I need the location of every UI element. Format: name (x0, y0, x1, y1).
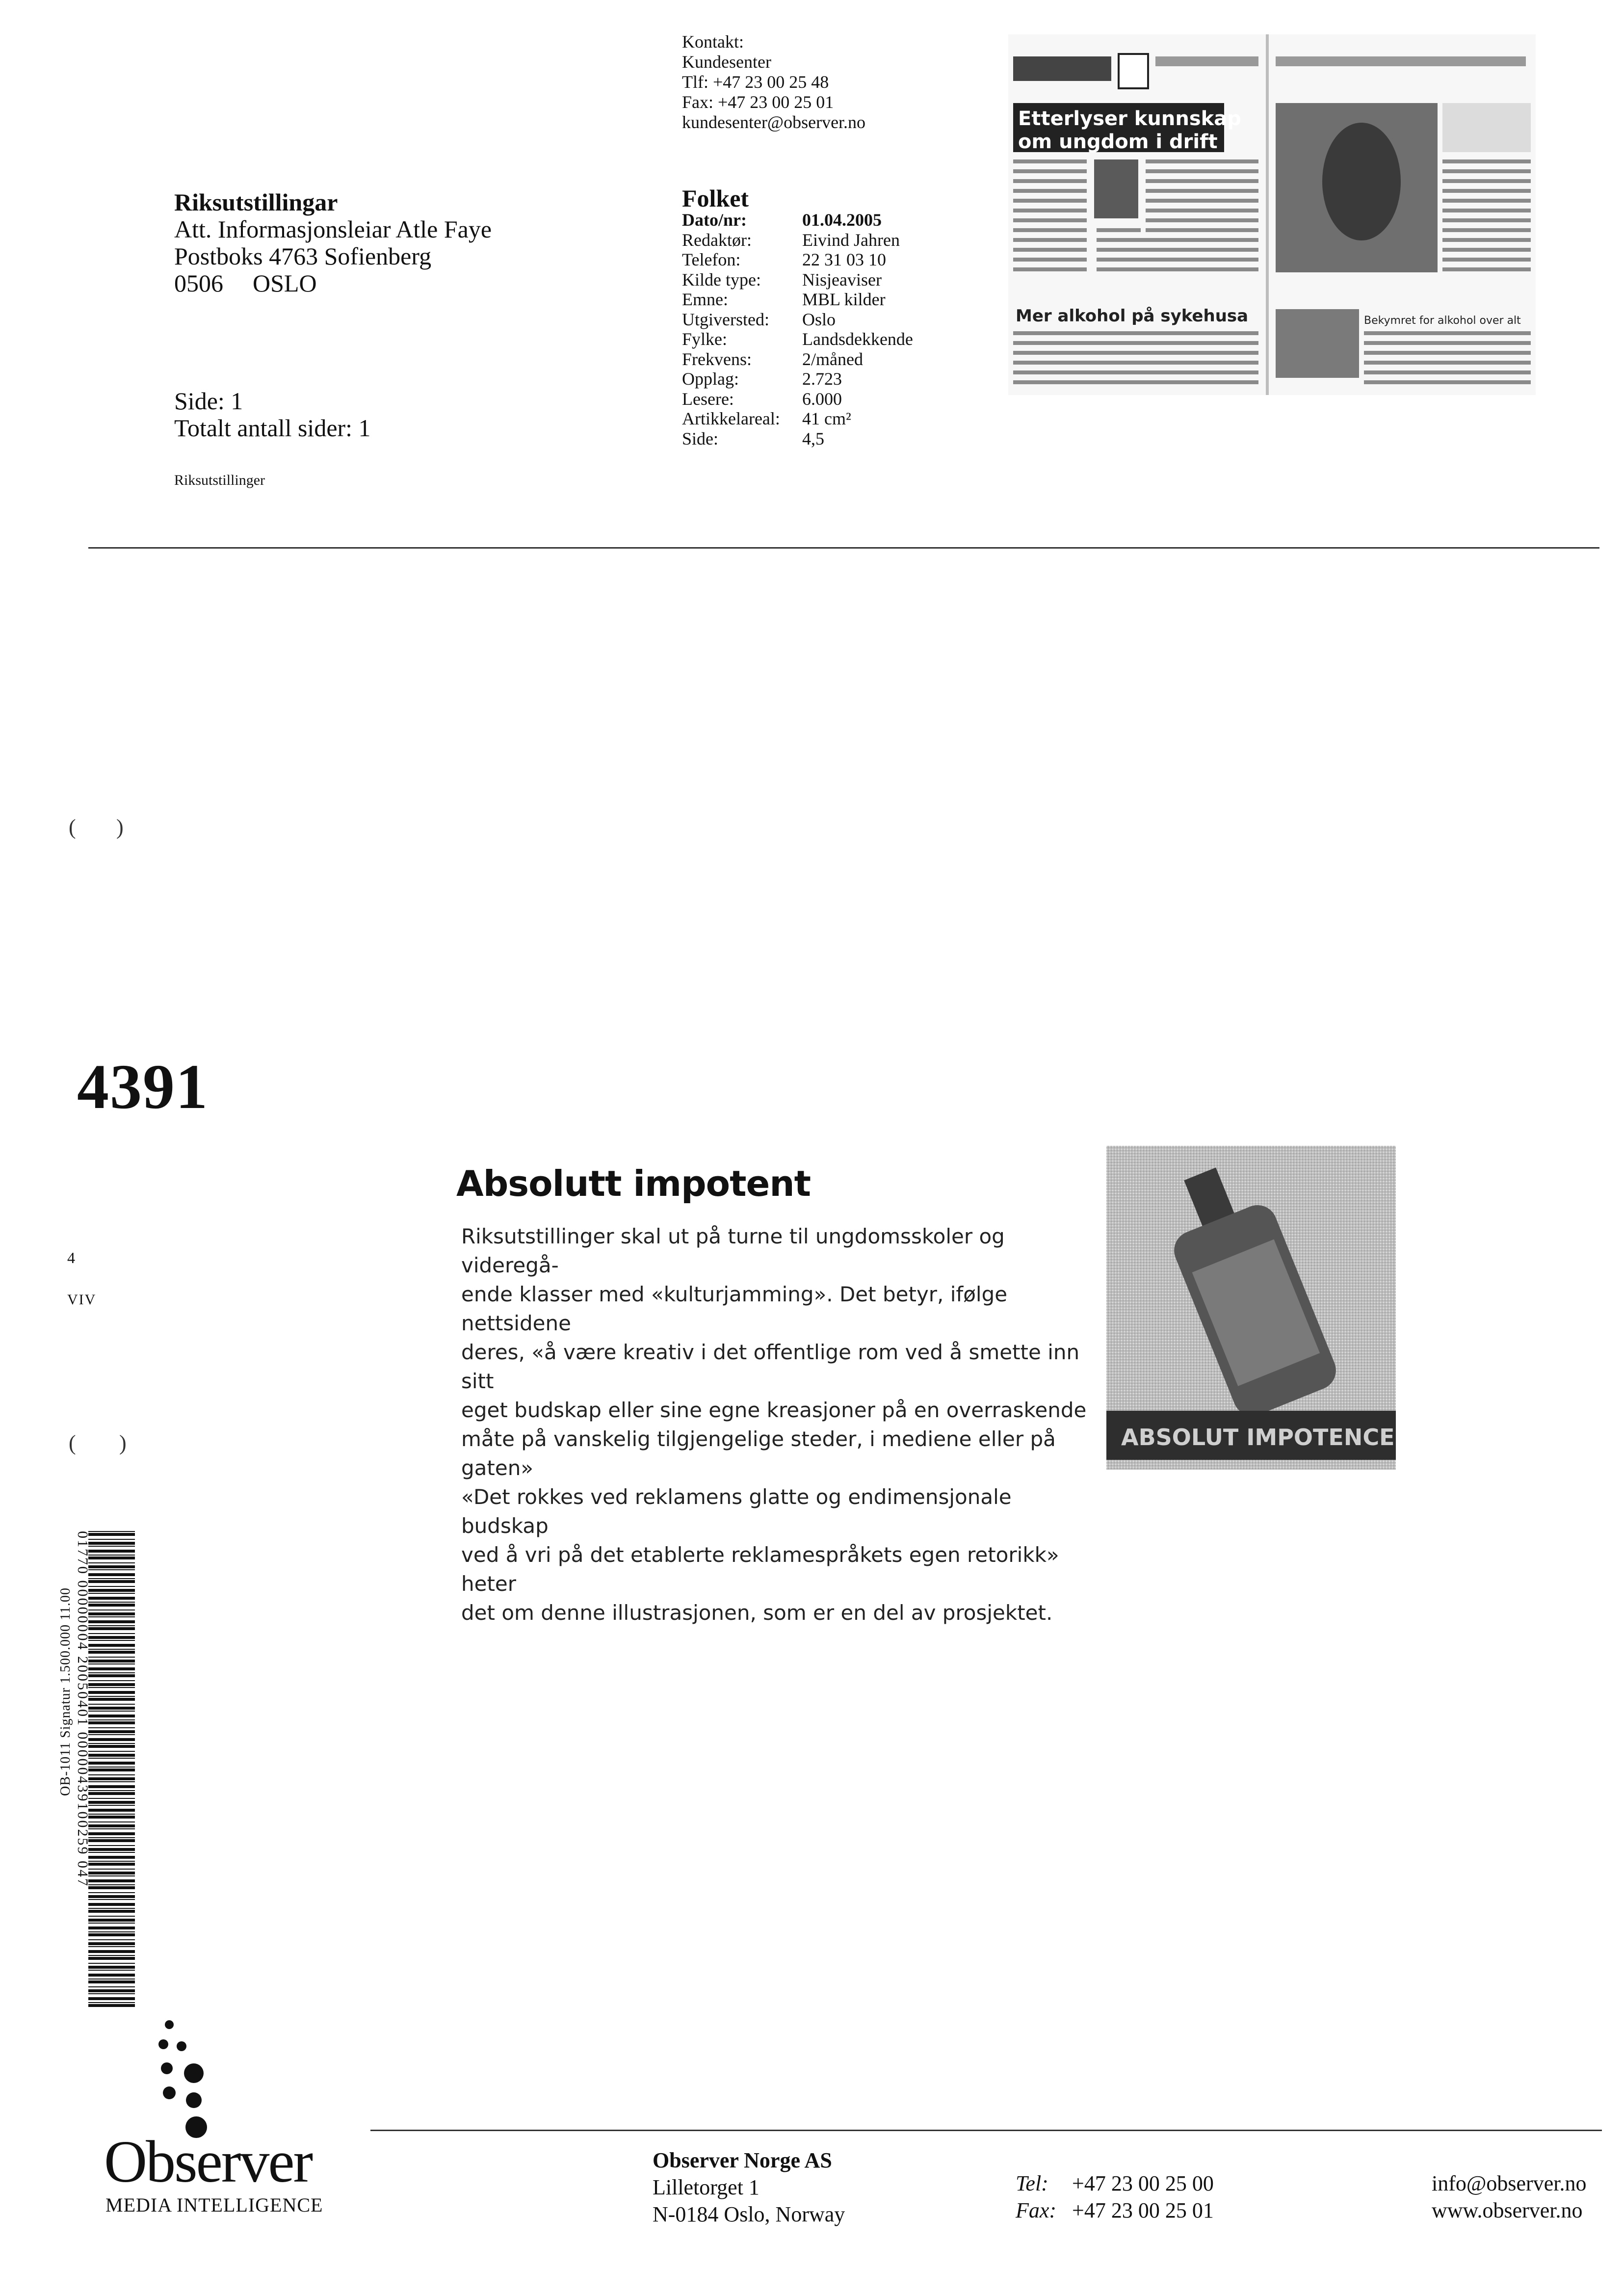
metadata-value: 41 cm² (802, 409, 851, 428)
barcode-bar (88, 1774, 135, 1775)
barcode-bar (88, 1704, 135, 1705)
metadata-label: Frekvens: (682, 349, 752, 369)
barcode-bar (88, 1557, 135, 1559)
company-email: info@observer.no (1432, 2171, 1587, 2195)
metadata-row (682, 290, 913, 310)
recipient-street: Postboks 4763 Sofienberg (174, 242, 432, 270)
barcode-bar (88, 1586, 135, 1587)
barcode-bar (88, 1832, 135, 1835)
barcode-bar (88, 1801, 135, 1804)
barcode-bar (88, 1578, 135, 1579)
metadata-value: 2/måned (802, 349, 863, 369)
barcode-bar (88, 1903, 135, 1906)
source-metadata-table (682, 210, 913, 449)
barcode-bar (88, 1777, 135, 1780)
metadata-label: Kilde type: (682, 269, 761, 290)
barcode-bar (88, 1950, 135, 1953)
barcode-bar (88, 1542, 135, 1545)
barcode-bar (88, 1555, 135, 1556)
barcode-bar (88, 1919, 135, 1922)
barcode-bar (88, 1886, 135, 1889)
metadata-label: Fylke: (682, 329, 728, 349)
contact-fax: Fax: +47 23 00 25 01 (682, 92, 834, 112)
barcode-bar (88, 1565, 135, 1568)
metadata-value: Eivind Jahren (802, 230, 900, 250)
metadata-label: Emne: (682, 290, 728, 309)
barcode-bar (88, 1816, 135, 1819)
barcode-bar (88, 1875, 135, 1876)
barcode-bar (88, 1845, 135, 1846)
barcode-bar (88, 1562, 135, 1563)
barcode-bar (88, 1966, 135, 1969)
org-small-label: Riksutstillinger (174, 472, 265, 488)
metadata-row (682, 250, 913, 270)
barcode-bar (88, 1946, 135, 1947)
metadata-label: Telefon: (682, 250, 741, 269)
metadata-row (682, 429, 913, 449)
barcode-bar (88, 1899, 135, 1900)
barcode-bar (88, 1546, 135, 1547)
barcode-bar (88, 1963, 135, 1964)
company-city: N-0184 Oslo, Norway (653, 2202, 845, 2226)
metadata-label: Lesere: (682, 389, 734, 409)
page-info (174, 388, 371, 442)
barcode-bar (88, 1790, 135, 1791)
metadata-row (682, 409, 913, 429)
metadata-label: Side: (682, 428, 719, 449)
company-web (1432, 2170, 1586, 2224)
barcode-bar (88, 1698, 135, 1701)
barcode-bar (88, 1743, 135, 1744)
contact-department: Kundesenter (682, 52, 771, 72)
barcode-bar (88, 1970, 135, 1971)
barcode-bar (88, 1663, 135, 1664)
barcode-bar (88, 1781, 135, 1782)
company-address (653, 2147, 845, 2228)
article-line: eget budskap eller sine egne kreasjoner på en overraskende (461, 1398, 1087, 1422)
barcode-bar (88, 1942, 135, 1945)
article-line: ende klasser med «kulturjamming». Det betyr, ifølge nettsidene (461, 1282, 1008, 1335)
barcode-bar (88, 1798, 135, 1799)
barcode-bar (88, 1931, 135, 1932)
thumbnail-graphic (1008, 34, 1536, 395)
metadata-value: Nisjeaviser (802, 269, 882, 290)
barcode-bar (88, 1879, 135, 1882)
metadata-value: Oslo (802, 309, 836, 329)
company-website: www.observer.no (1432, 2198, 1583, 2222)
barcode-bar (88, 1730, 135, 1733)
punch-mark-left-1: ( (69, 815, 76, 839)
contact-phone: Tlf: +47 23 00 25 48 (682, 72, 829, 92)
barcode-bar (88, 1727, 135, 1728)
barcode-bar (88, 1640, 135, 1641)
barcode-bar (88, 2004, 135, 2007)
barcode-bar (88, 1980, 135, 1983)
metadata-value: Landsdekkende (802, 329, 913, 349)
barcode-bar (88, 1531, 135, 1532)
barcode-number-text: 01770 00000004 20050401 00000439100259 047 (75, 1531, 91, 1887)
barcode-bar (88, 1861, 135, 1862)
barcode-bar (88, 1711, 135, 1712)
barcode-bar (88, 1569, 135, 1570)
article-line: ved å vri på det etablerte reklamespråkets egen retorikk» heter (461, 1543, 1059, 1596)
barcode-bar (88, 1715, 135, 1717)
metadata-value: MBL kilder (802, 290, 886, 309)
article-line: Riksutstillinger skal ut på turne til ungdomsskoler og videregå- (461, 1224, 1005, 1277)
barcode-bar (88, 1651, 135, 1654)
recipient-postal-code: 0506 (174, 269, 223, 297)
barcode-bar (88, 1997, 135, 2000)
metadata-row (682, 329, 913, 349)
metadata-row (682, 349, 913, 369)
article-illustration (1106, 1146, 1396, 1470)
barcode-bar (88, 1625, 135, 1626)
contact-heading: Kontakt: (682, 32, 744, 52)
barcode-bar (88, 1955, 135, 1956)
metadata-row (682, 369, 913, 389)
barcode-bar (88, 1707, 135, 1710)
barcode-bar (88, 1892, 135, 1893)
metadata-value: 6.000 (802, 389, 842, 409)
logo-tagline: MEDIA INTELLIGENCE (105, 2194, 323, 2216)
barcode-bar (88, 1939, 135, 1940)
barcode-bar (88, 1751, 135, 1752)
barcode-bar (88, 1986, 135, 1987)
article-line: måte på vanskelig tilgjengelige steder, i mediene eller på gaten» (461, 1427, 1056, 1480)
thumbnail-headline-4: Bekymret for alkohol over alt (1364, 315, 1521, 327)
metadata-row (682, 230, 913, 250)
barcode-bar (88, 1908, 135, 1909)
barcode-bar (88, 1616, 135, 1617)
barcode-bar (88, 1852, 135, 1853)
thumbnail-headline-3: Mer alkohol på sykehusa (1016, 306, 1249, 326)
recipient-organization: Riksutstillingar (174, 188, 338, 216)
barcode-bar (88, 1593, 135, 1594)
fax-label: Fax: (1016, 2198, 1057, 2222)
barcode-bar (88, 1821, 135, 1822)
metadata-row (682, 310, 913, 330)
metadata-label: Dato/nr: (682, 210, 747, 230)
barcode-bar (88, 1828, 135, 1829)
metadata-value: 22 31 03 10 (802, 250, 886, 269)
page-number: 4 (67, 1249, 75, 1267)
barcode-bar (88, 1767, 135, 1768)
header-rule (88, 547, 1599, 549)
fax-number: +47 23 00 25 01 (1072, 2198, 1214, 2222)
barcode-bar (88, 1633, 135, 1634)
barcode-bar (88, 1660, 135, 1663)
barcode-bar (88, 1589, 135, 1592)
barcode-bar (88, 1539, 135, 1540)
article-line: deres, «å være kreativ i det offentlige rom ved å smette inn sitt (461, 1340, 1080, 1393)
barcode-bar (88, 1848, 135, 1851)
barcode-bar (88, 1649, 135, 1650)
barcode-bar (88, 1837, 135, 1838)
barcode-bar (88, 1672, 135, 1673)
barcode-bar (88, 1657, 135, 1658)
barcode-bar (88, 1927, 135, 1929)
punch-mark-right-2: ) (119, 1431, 127, 1455)
barcode-bar (88, 1869, 135, 1870)
barcode-bar (88, 1667, 135, 1670)
barcode-bar (88, 1863, 135, 1866)
page-side: Side: 1 (174, 387, 243, 415)
barcode-bar (88, 1533, 135, 1536)
company-name: Observer Norge AS (653, 2148, 832, 2172)
metadata-row (682, 270, 913, 290)
barcode-bar (88, 1809, 135, 1812)
tel-number: +47 23 00 25 00 (1072, 2171, 1214, 2195)
company-phones (1016, 2170, 1214, 2224)
barcode-bar (88, 1680, 135, 1681)
barcode-bar (88, 1687, 135, 1688)
tel-label: Tel: (1016, 2171, 1048, 2195)
article-title: Absolutt impotent (456, 1163, 811, 1204)
barcode-bar (88, 1696, 135, 1697)
recipient-postal (174, 270, 492, 297)
metadata-label: Artikkelareal: (682, 409, 780, 428)
barcode-bar (88, 1933, 135, 1936)
metadata-value: 4,5 (802, 428, 824, 449)
logo-wordmark: Observer (104, 2129, 312, 2195)
signature-label-text: OB-1011 Signatur 1.500.000 11.00 (58, 1587, 73, 1796)
recipient-city: OSLO (253, 269, 317, 297)
barcode-bar (88, 1620, 135, 1623)
barcode-bar (88, 1895, 135, 1898)
barcode-bar (88, 1923, 135, 1924)
barcode-bar (88, 1872, 135, 1874)
barcode-bar (88, 1762, 135, 1765)
barcode-bar (88, 1719, 135, 1720)
footer-rule (370, 2130, 1602, 2131)
barcode-bar (88, 1738, 135, 1741)
metadata-label: Redaktør: (682, 230, 752, 250)
page-total: Totalt antall sider: 1 (174, 414, 371, 442)
barcode-bar (88, 1754, 135, 1757)
barcode-bar (88, 1627, 135, 1630)
contact-block (682, 32, 865, 132)
barcode-bar (88, 1745, 135, 1748)
illustration-caption: ABSOLUT IMPOTENCE (1121, 1424, 1395, 1451)
barcode-bar (88, 1814, 135, 1815)
recipient-attention: Att. Informasjonsleiar Atle Faye (174, 215, 492, 243)
barcode-bar (88, 1792, 135, 1795)
barcode-bar (88, 1636, 135, 1639)
barcode-bar (88, 1758, 135, 1759)
metadata-value: 2.723 (802, 369, 842, 389)
publication-code: VIV (67, 1292, 97, 1308)
recipient-address (174, 189, 492, 297)
barcode-bar (88, 1974, 135, 1977)
barcode-bar (88, 1573, 135, 1576)
barcode-bar (88, 1785, 135, 1788)
barcode-bar (88, 1856, 135, 1859)
barcode-bar (88, 1612, 135, 1615)
barcode-bar (88, 1691, 135, 1694)
thumbnail-headline-2: om ungdom i drift (1018, 131, 1218, 153)
tel-row (1016, 2170, 1214, 2197)
metadata-value: 01.04.2005 (802, 210, 882, 230)
article-body (461, 1222, 1094, 1627)
barcode-bar (88, 1916, 135, 1917)
newspaper-page-thumbnail (1008, 34, 1536, 395)
metadata-row (682, 210, 913, 230)
barcode-bar (88, 1768, 135, 1771)
metadata-label: Utgiversted: (682, 309, 769, 329)
barcode-bar (88, 2002, 135, 2003)
barcode-bar (88, 1602, 135, 1603)
fax-row (1016, 2197, 1214, 2224)
article-line: «Det rokkes ved reklamens glatte og endimensjonale budskap (461, 1485, 1012, 1538)
company-street: Lilletorget 1 (653, 2175, 759, 2199)
barcode-bar (88, 1580, 135, 1583)
barcode-bar (88, 1957, 135, 1960)
thumbnail-headline-1: Etterlyser kunnskap (1018, 107, 1241, 130)
article-line: det om denne illustrasjonen, som er en del av prosjektet. (461, 1601, 1053, 1625)
barcode-bar (88, 1805, 135, 1806)
barcode-bar (88, 1674, 135, 1677)
barcode-bar (88, 1683, 135, 1686)
metadata-label: Opplag: (682, 369, 739, 389)
barcode-bar (88, 1550, 135, 1553)
barcode-bar (88, 1604, 135, 1607)
punch-mark-right-1: ) (116, 815, 124, 839)
barcode-bar (88, 1734, 135, 1735)
punch-mark-left-2: ( (69, 1431, 76, 1455)
barcode-bar (88, 1993, 135, 1994)
barcode-bar (88, 1721, 135, 1724)
barcode-bar (88, 1824, 135, 1827)
clip-number: 4391 (77, 1052, 209, 1122)
barcode-bar (88, 1644, 135, 1647)
source-title: Folket (682, 185, 749, 212)
bottle-illustration (1106, 1146, 1396, 1470)
barcode-bar (88, 1910, 135, 1913)
barcode-bar (88, 1597, 135, 1600)
barcode-bar (88, 1839, 135, 1842)
metadata-row (682, 389, 913, 409)
barcode-bar (88, 1989, 135, 1992)
contact-email: kundesenter@observer.no (682, 112, 866, 132)
barcode-bar (88, 1884, 135, 1885)
